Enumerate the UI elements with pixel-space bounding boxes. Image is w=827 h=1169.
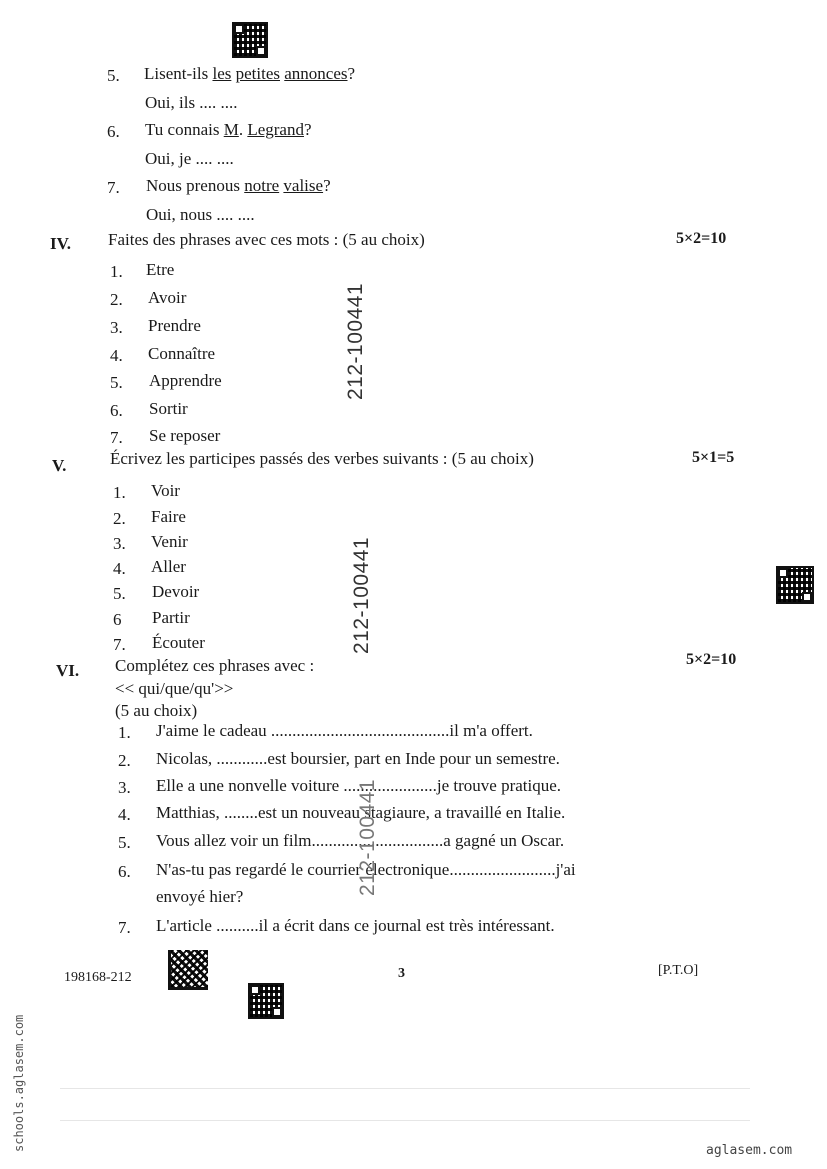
item-number: 6. — [107, 122, 120, 141]
section-number-iv: IV. — [50, 234, 71, 253]
question-text: Tu connais M. Legrand? — [145, 120, 312, 139]
list-item: Matthias, ........est un nouveau stagiaure, a travaillé en Italie. — [156, 803, 566, 822]
section-vi-title: Complétez ces phrases avec : — [115, 656, 315, 675]
item-number: 3. — [118, 778, 131, 797]
item-number: 4. — [118, 805, 131, 824]
item-number: 7. — [107, 178, 120, 197]
list-item: Se reposer — [149, 426, 221, 445]
list-item: Voir — [151, 481, 180, 500]
item-number: 7. — [118, 918, 131, 937]
list-item: Écouter — [152, 633, 205, 652]
list-item: Venir — [151, 532, 188, 551]
item-number: 3. — [113, 534, 126, 553]
item-number: 5. — [107, 66, 120, 85]
pto-label: [P.T.O] — [658, 963, 699, 978]
answer-stub: Oui, nous .... .... — [146, 205, 255, 224]
list-item: Vous allez voir un film...............................a gagné un Oscar. — [156, 831, 565, 850]
list-item: Partir — [152, 608, 190, 627]
watermark-code: 212-100441 — [344, 282, 367, 400]
section-v-title: Écrivez les participes passés des verbes suivants : (5 au choix) — [110, 449, 534, 468]
item-number: 6 — [113, 610, 122, 629]
page-number: 3 — [398, 966, 405, 981]
watermark-code: 212-100441 — [350, 536, 373, 654]
list-item: Aller — [151, 557, 186, 576]
section-iv-title: Faites des phrases avec ces mots : (5 au choix) — [108, 230, 425, 249]
list-item: Connaître — [148, 344, 216, 363]
section-number-v: V. — [52, 456, 67, 475]
item-number: 1. — [113, 483, 126, 502]
item-number: 2. — [110, 290, 123, 309]
list-item: N'as-tu pas regardé le courrier électronique.........................j'ai — [156, 860, 576, 879]
list-item: Elle a une nonvelle voiture ......................je trouve pratique. — [156, 776, 562, 795]
divider — [60, 1088, 750, 1089]
section-vi-choice: (5 au choix) — [115, 701, 198, 720]
item-number: 1. — [110, 262, 123, 281]
item-number: 3. — [110, 318, 123, 337]
item-number: 6. — [118, 862, 131, 881]
list-item-continuation: envoyé hier? — [156, 887, 244, 906]
list-item: Etre — [146, 260, 175, 279]
qr-code-bottom — [248, 983, 284, 1019]
qr-code-right — [776, 566, 814, 604]
item-number: 2. — [118, 751, 131, 770]
list-item: Prendre — [148, 316, 201, 335]
item-number: 4. — [113, 559, 126, 578]
answer-stub: Oui, ils .... .... — [145, 93, 238, 112]
item-number: 2. — [113, 509, 126, 528]
item-number: 5. — [113, 584, 126, 603]
list-item: Faire — [151, 507, 186, 526]
item-number: 6. — [110, 401, 123, 420]
qr-code-top — [232, 22, 268, 58]
list-item: Sortir — [149, 399, 188, 418]
item-number: 7. — [113, 635, 126, 654]
item-number: 4. — [110, 346, 123, 365]
section-iv-marks: 5×2=10 — [676, 230, 727, 247]
answer-stub: Oui, je .... .... — [145, 149, 234, 168]
section-v-marks: 5×1=5 — [692, 449, 735, 466]
watermark-code: 212-100441 — [356, 778, 379, 896]
item-number: 5. — [118, 833, 131, 852]
item-number: 5. — [110, 373, 123, 392]
list-item: Nicolas, ............est boursier, part en Inde pour un semestre. — [156, 749, 560, 768]
site-url: aglasem.com — [706, 1143, 793, 1158]
question-text: Lisent-ils les petites annonces? — [144, 64, 356, 83]
item-number: 1. — [118, 723, 131, 742]
question-text: Nous prenous notre valise? — [146, 176, 331, 195]
list-item: J'aime le cadeau ..........................................il m'a offert. — [156, 721, 533, 740]
datamatrix-barcode — [168, 950, 208, 990]
side-site-url: schools.aglasem.com — [12, 1014, 26, 1152]
list-item: Devoir — [152, 582, 200, 601]
list-item: L'article ..........il a écrit dans ce journal est très intéressant. — [156, 916, 555, 935]
list-item: Apprendre — [149, 371, 222, 390]
divider — [60, 1120, 750, 1121]
section-vi-marks: 5×2=10 — [686, 651, 737, 668]
paper-code: 198168-212 — [64, 970, 132, 985]
section-number-vi: VI. — [56, 661, 80, 680]
section-vi-subtitle: << qui/que/qu'>> — [115, 679, 234, 698]
list-item: Avoir — [148, 288, 187, 307]
item-number: 7. — [110, 428, 123, 447]
